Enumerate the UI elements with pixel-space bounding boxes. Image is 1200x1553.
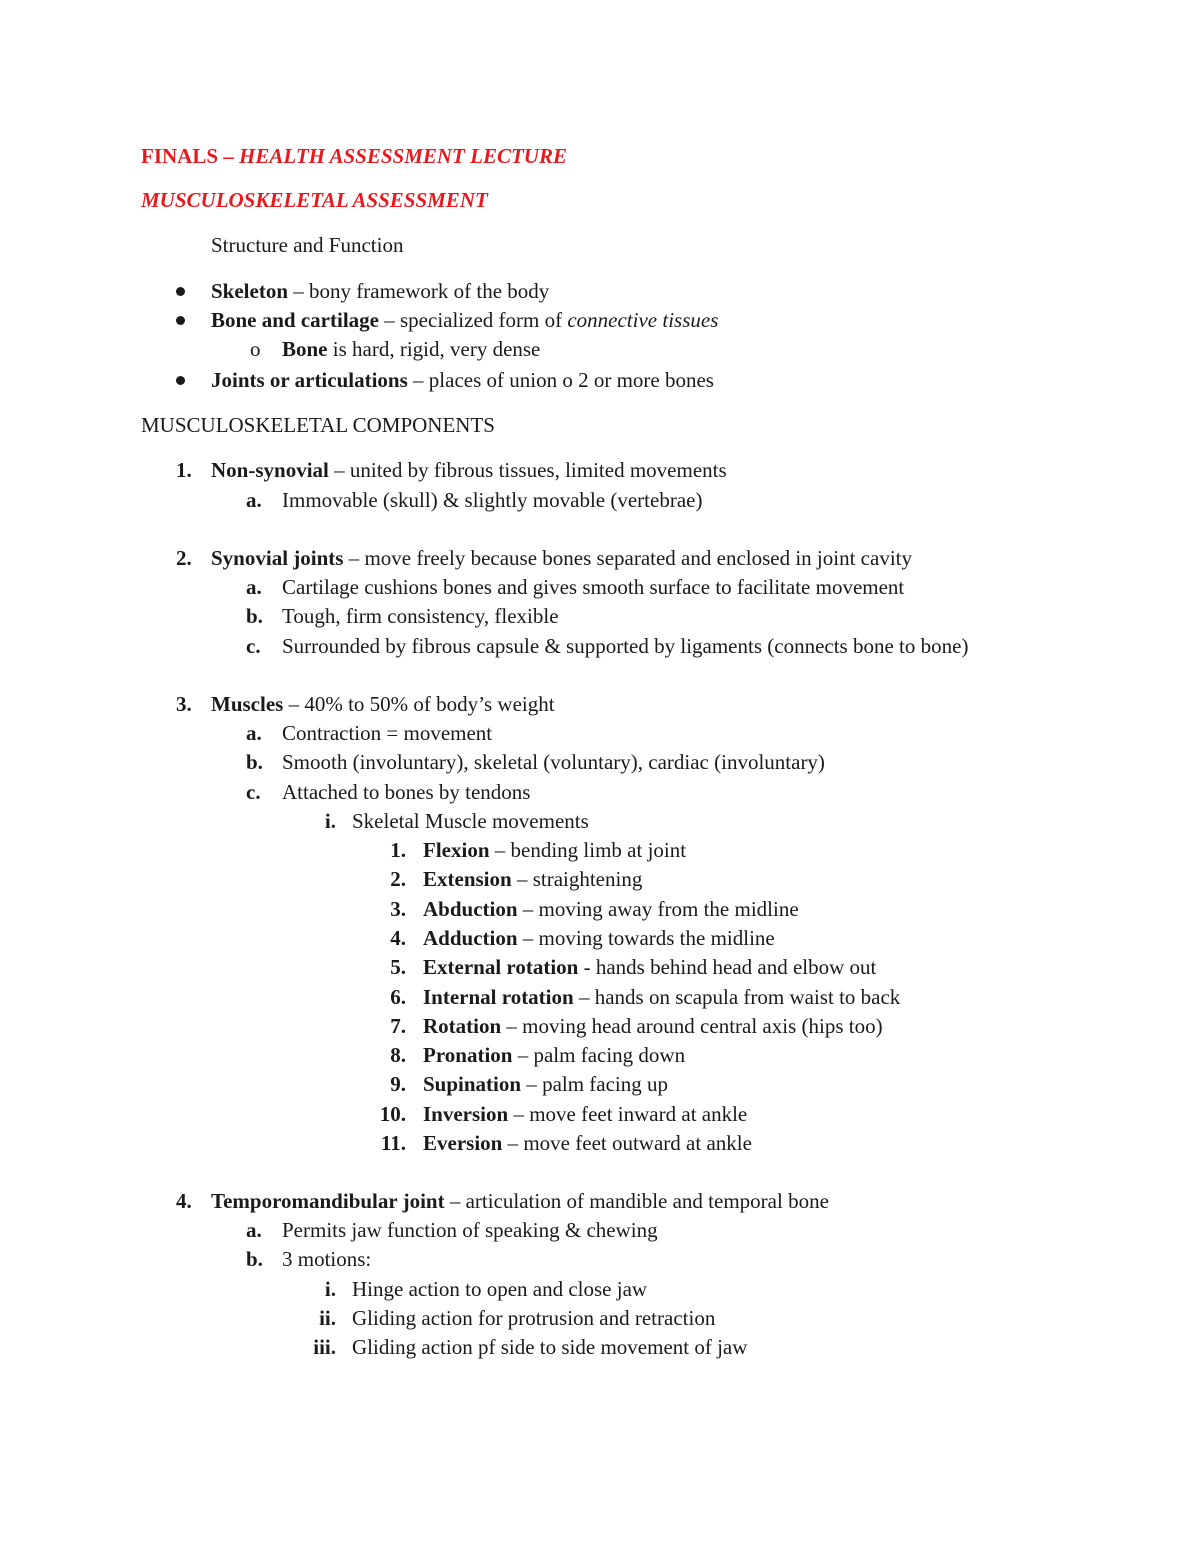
roman-item: Hinge action to open and close jaw — [352, 1277, 648, 1301]
sub-marker: a. — [246, 488, 262, 512]
bullet-joints: Joints or articulations – places of union o 2 or more bones — [211, 368, 714, 392]
roman-item: Gliding action for protrusion and retraction — [352, 1306, 716, 1330]
roman-item: Skeletal Muscle movements — [352, 809, 589, 833]
movement-item — [423, 899, 799, 920]
roman-marker: i. — [324, 809, 336, 833]
sub-marker: a. — [246, 721, 262, 745]
roman-marker: i. — [324, 1277, 336, 1301]
movement-number: 10. — [379, 1102, 406, 1126]
movement-number: 2. — [390, 867, 406, 891]
sub-item: Immovable (skull) & slightly movable (vertebrae) — [282, 488, 703, 512]
movement-number: 11. — [380, 1131, 406, 1155]
movement-term: Extension — [423, 867, 512, 891]
title-course: HEALTH ASSESSMENT LECTURE — [239, 144, 567, 168]
movement-term: Flexion — [423, 838, 490, 862]
bullet-bone-cartilage: Bone and cartilage – specialized form of connective tissues — [211, 308, 719, 332]
movement-item — [423, 987, 900, 1008]
item-number: 3. — [176, 692, 192, 716]
movement-description: – palm facing down — [512, 1043, 686, 1067]
sub-item: Tough, firm consistency, flexible — [282, 604, 559, 628]
movement-item — [423, 869, 642, 890]
movement-description: – moving towards the midline — [517, 926, 775, 950]
movement-description: – move feet inward at ankle — [508, 1102, 748, 1126]
roman-marker: iii. — [313, 1335, 336, 1359]
sub-marker: b. — [246, 750, 263, 774]
roman-item: Gliding action pf side to side movement of jaw — [352, 1335, 748, 1359]
sub-marker: c. — [246, 780, 261, 804]
movement-description: – moving away from the midline — [517, 897, 799, 921]
movement-term: Pronation — [423, 1043, 513, 1067]
movement-description: – palm facing up — [521, 1072, 669, 1096]
movement-number: 7. — [390, 1014, 406, 1038]
title-prefix: FINALS – — [141, 144, 240, 168]
document-title — [141, 146, 567, 167]
movement-description: – bending limb at joint — [489, 838, 687, 862]
item-number: 1. — [176, 458, 192, 482]
movement-item — [423, 1133, 752, 1154]
movement-description: - hands behind head and elbow out — [578, 955, 877, 979]
movement-number: 5. — [390, 955, 406, 979]
movement-number: 9. — [390, 1072, 406, 1096]
item-number: 4. — [176, 1189, 192, 1213]
movement-item — [423, 928, 775, 949]
section-heading-components: MUSCULOSKELETAL COMPONENTS — [141, 413, 495, 437]
item-temporomandibular: Temporomandibular joint – articulation of mandible and temporal bone — [211, 1189, 829, 1213]
section-heading-structure: Structure and Function — [211, 233, 404, 257]
movement-term: Eversion — [423, 1131, 503, 1155]
movement-term: Rotation — [423, 1014, 502, 1038]
movement-item — [423, 1045, 685, 1066]
movement-term: Inversion — [423, 1102, 509, 1126]
sub-item: Cartilage cushions bones and gives smooth surface to facilitate movement — [282, 575, 905, 599]
movement-item — [423, 840, 686, 861]
item-muscles: Muscles – 40% to 50% of body’s weight — [211, 692, 555, 716]
movement-description: – straightening — [511, 867, 643, 891]
movement-description: – move feet outward at ankle — [502, 1131, 752, 1155]
movement-item — [423, 957, 876, 978]
movement-item — [423, 1016, 883, 1037]
bullet-bone: Bone is hard, rigid, very dense — [282, 337, 541, 361]
movement-number: 6. — [390, 985, 406, 1009]
sub-item: Attached to bones by tendons — [282, 780, 531, 804]
movement-description: – moving head around central axis (hips too) — [501, 1014, 883, 1038]
movement-term: Abduction — [423, 897, 518, 921]
sub-item: 3 motions: — [282, 1247, 372, 1271]
sub-marker: a. — [246, 575, 262, 599]
movement-term: External rotation — [423, 955, 579, 979]
movement-number: 1. — [390, 838, 406, 862]
bullet-skeleton: Skeleton – bony framework of the body — [211, 279, 550, 303]
bullet-marker — [176, 287, 185, 296]
sub-bullet-marker: o — [250, 337, 261, 361]
sub-marker: b. — [246, 1247, 263, 1271]
sub-marker: c. — [246, 634, 261, 658]
sub-marker: b. — [246, 604, 263, 628]
sub-marker: a. — [246, 1218, 262, 1242]
movement-term: Adduction — [423, 926, 518, 950]
item-non-synovial: Non-synovial – united by fibrous tissues, limited movements — [211, 458, 727, 482]
bullet-marker — [176, 316, 185, 325]
document-subtitle: MUSCULOSKELETAL ASSESSMENT — [141, 188, 488, 212]
movement-term: Internal rotation — [423, 985, 574, 1009]
movement-number: 4. — [390, 926, 406, 950]
movement-number: 8. — [390, 1043, 406, 1067]
bullet-marker — [176, 376, 185, 385]
roman-marker: ii. — [319, 1306, 336, 1330]
movement-item — [423, 1104, 747, 1125]
sub-item: Surrounded by fibrous capsule & supported by ligaments (connects bone to bone) — [282, 634, 969, 658]
sub-item: Contraction = movement — [282, 721, 493, 745]
movement-term: Supination — [423, 1072, 522, 1096]
movement-item — [423, 1074, 668, 1095]
movement-description: – hands on scapula from waist to back — [573, 985, 901, 1009]
sub-item: Smooth (involuntary), skeletal (voluntary), cardiac (involuntary) — [282, 750, 825, 774]
item-synovial-joints: Synovial joints – move freely because bones separated and enclosed in joint cavity — [211, 546, 912, 570]
item-number: 2. — [176, 546, 192, 570]
sub-item: Permits jaw function of speaking & chewing — [282, 1218, 658, 1242]
movement-number: 3. — [390, 897, 406, 921]
